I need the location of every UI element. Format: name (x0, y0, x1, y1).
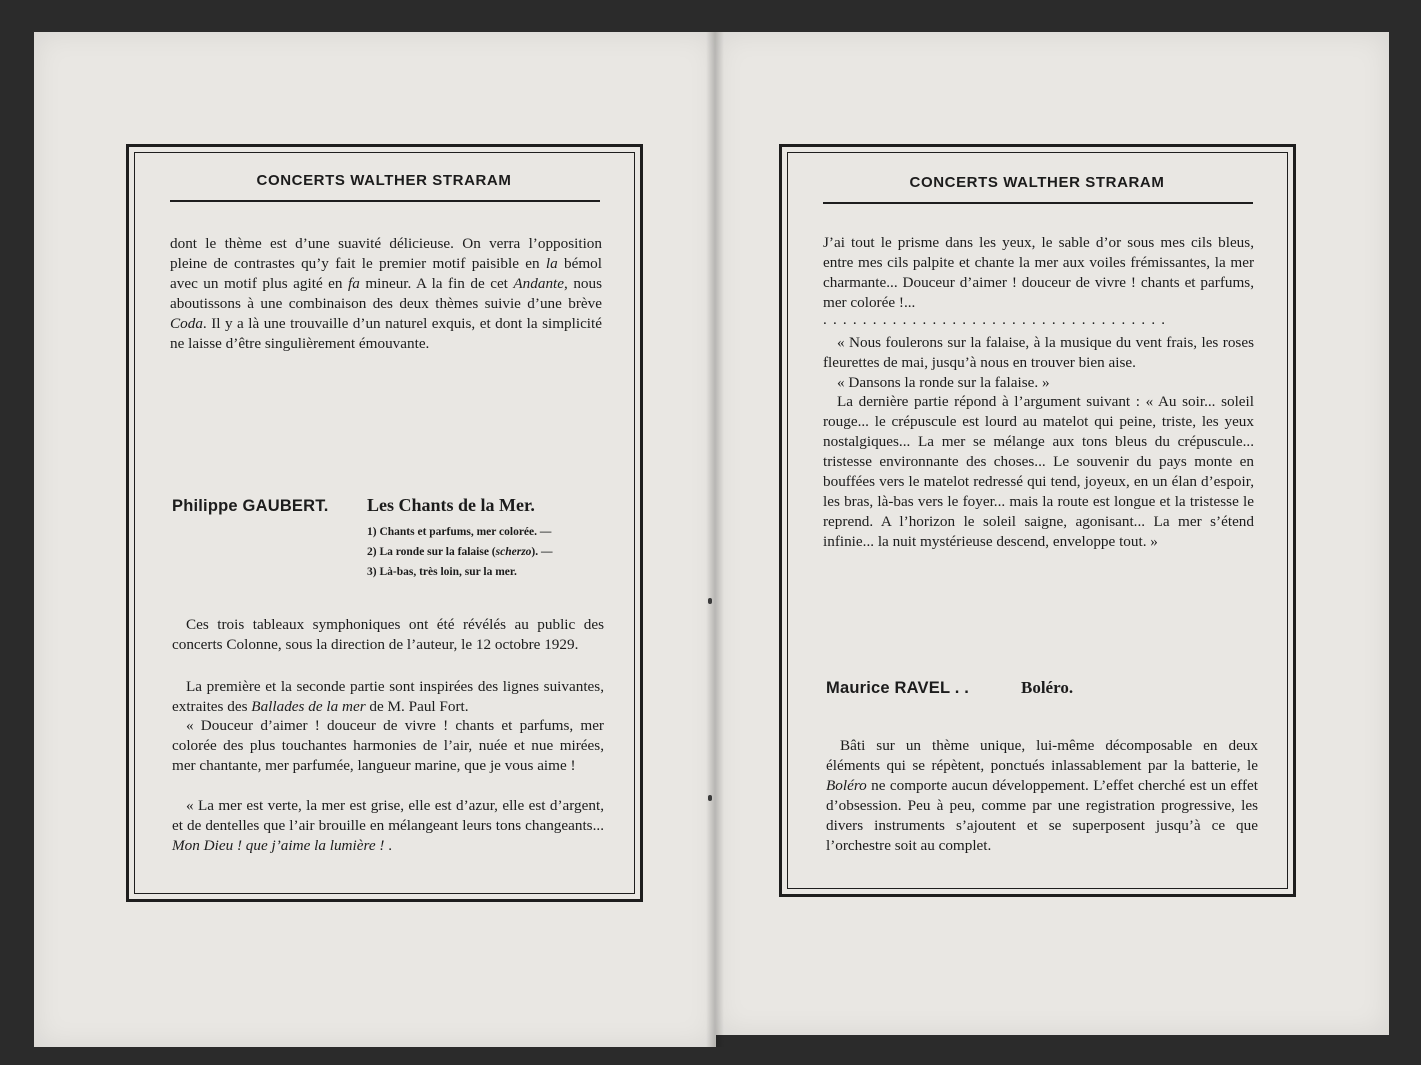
composer-gaubert: Philippe GAUBERT. (172, 497, 329, 515)
quote-douceur: « Douceur d’aimer ! douceur de vivre ! chants et parfums, mer colorée des plus touchantes harmonies de l’air, nuée et nue mirées, mer chantante, mer parfumée, langueur marine, que je vous aime ! (172, 717, 604, 774)
ellipsis-line: ................................... (823, 312, 1172, 328)
binding-staple (708, 795, 712, 801)
paragraph-derniere-partie: La dernière partie répond à l’argument suivant : « Au soir... soleil rouge... le crépuscule est lourd au matelot qui peine, triste, les yeux nostalgiques... La mer se mélange aux tons bleus du crépuscule... tristesse environnante des choses... Le souvenir du pays monte en bouffées vers le matelot redressé qui tend, joyeux, en un élan d’espoir, les bras, là-bas vers le foyer... mais la route est longue et la tristesse le reprend. A l’horizon le soleil saigne, agonisant... La mer s’étend infinie... la nuit mystérieuse descend, enveloppe tout. » (823, 393, 1254, 550)
paragraph-premiere: Ces trois tableaux symphoniques ont été révélés au public des concerts Colonne, sous la direction de l’auteur, le 12 octobre 1929. (172, 616, 604, 653)
left-page-header: CONCERTS WALTHER STRARAM (256, 172, 512, 189)
work-title-bolero: Boléro. (1021, 678, 1074, 697)
right-page-header: CONCERTS WALTHER STRARAM (909, 174, 1165, 191)
intro-text: dont le thème est d’une suavité délicieuse. On verra l’opposition pleine de contrastes qu’y fait le premier motif paisible en la bémol avec un motif plus agité en fa mineur. A la fin de cet Andante, nous aboutissons à une combinaison des deux thèmes suivie d’une brève Coda. Il y a là une trouvaille d’un naturel exquis, et dont la simplicité ne laisse d’être singulièrement émouvante. (170, 235, 603, 352)
work-title-chants-de-la-mer: Les Chants de la Mer. (367, 495, 535, 515)
paragraph-bolero: Bâti sur un thème unique, lui-même décomposable en deux éléments qui se répètent, ponctués inlassablement par la batterie, le Boléro ne comporte aucun développement. L’effet cherché est un effet d’obsession. Peu à peu, comme par une registration progressive, les divers instruments s’ajoutent et se superposent jusqu’à ce que l’orchestre soit au complet. (826, 737, 1258, 854)
poem-paragraph: J’ai tout le prisme dans les yeux, le sable d’or sous mes cils bleus, entre mes cils palpite et chante la mer aux voiles frémissantes, la mer charmante... Douceur d’aimer ! douceur de vivre ! chants et parfums, mer colorée !... (823, 234, 1254, 311)
book-gutter (706, 32, 724, 1047)
header-rule (823, 202, 1253, 204)
binding-staple (708, 598, 712, 604)
movement-item: 2) La ronde sur la falaise (scherzo). — (367, 546, 553, 558)
composer-ravel: Maurice RAVEL . . (826, 679, 970, 697)
movement-item: 1) Chants et parfums, mer colorée. — (367, 526, 552, 538)
quote-dansons: « Dansons la ronde sur la falaise. » (837, 374, 1050, 391)
quote-mer-verte: « La mer est verte, la mer est grise, elle est d’azur, elle est d’argent, et de dentelles que l’air brouille en mélangeant leurs tons changeants... Mon Dieu ! que j’aime la lumière ! . (172, 797, 604, 854)
movement-item: 3) Là-bas, très loin, sur la mer. (367, 566, 517, 578)
header-rule (170, 200, 600, 202)
movements-list (367, 522, 553, 582)
intro-paragraph (170, 234, 602, 354)
quote-falaise: « Nous foulerons sur la falaise, à la musique du vent frais, les roses fleurettes de mai, jusqu’à nous en trouver bien aise. (823, 334, 1254, 371)
paragraph-inspiration: La première et la seconde partie sont inspirées des lignes suivantes, extraites des Ballades de la mer de M. Paul Fort. (172, 678, 604, 715)
